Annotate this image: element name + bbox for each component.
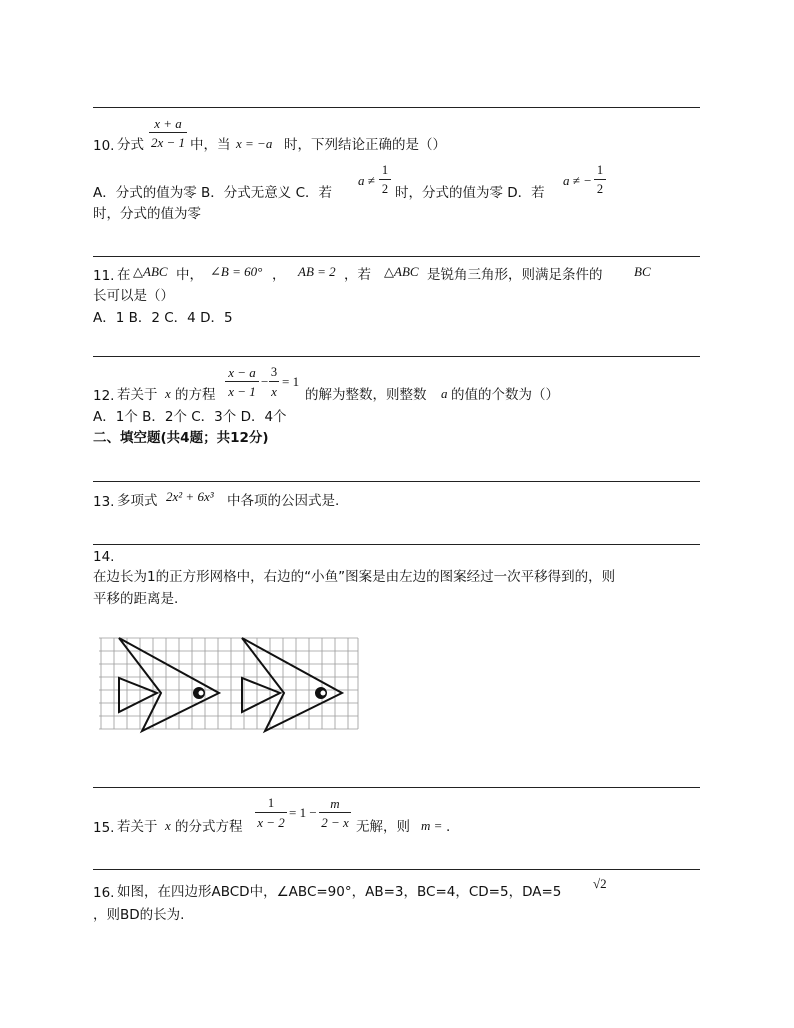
math-expression: √2 — [593, 876, 607, 891]
fish-left-eye — [194, 688, 205, 699]
answer-options: A．分式的值为零 B．分式无意义 C．若 — [93, 185, 333, 201]
question-text: 在 — [117, 267, 131, 283]
fraction — [225, 366, 259, 398]
fraction-numerator: x + a — [154, 116, 182, 131]
question-text: 的解为整数，则整数 — [305, 387, 427, 403]
fraction — [255, 797, 287, 829]
fish-right-eye — [316, 688, 327, 699]
fraction-denominator: x − 1 — [228, 384, 256, 399]
question-text: 中各项的公因式是. — [227, 493, 340, 509]
fraction-numerator: 1 — [381, 163, 389, 177]
fraction-denominator: 2 — [596, 181, 604, 196]
separator-rule — [93, 356, 700, 357]
separator-rule — [93, 481, 700, 482]
fraction — [594, 164, 606, 195]
separator-rule — [93, 107, 700, 108]
math-expression: x = −a — [236, 136, 273, 151]
fraction-denominator: x − 2 — [257, 814, 285, 830]
question-text: 中， — [176, 267, 203, 283]
question-text: 在边长为1的正方形网格中，右边的“小鱼”图案是由左边的图案经过一次平移得到的，则 — [93, 569, 616, 585]
question-number: 14. — [93, 549, 115, 565]
fraction — [149, 117, 187, 149]
math-operator: − — [261, 374, 269, 389]
question-text: 时，下列结论正确的是（） — [284, 137, 446, 153]
math-expression: △ABC — [384, 264, 419, 279]
question-text: 多项式 — [117, 493, 158, 509]
separator-rule — [93, 256, 700, 257]
answer-options: A．1 B．2 C．4 D．5 — [93, 310, 233, 326]
question-text: 若关于 — [117, 819, 158, 835]
question-text: . — [446, 819, 451, 835]
fraction-denominator: 2 — [381, 181, 389, 196]
question-text: 的值的个数为（） — [451, 387, 559, 403]
math-expression: = 1 − — [289, 805, 317, 820]
fraction-denominator: x — [271, 383, 277, 399]
question-text: ，则BD的长为. — [93, 907, 185, 923]
math-variable: x — [165, 386, 171, 401]
fraction-numerator: 1 — [596, 163, 604, 177]
math-expression: ∠B = 60° — [210, 264, 263, 279]
math-expression: △ABC — [133, 264, 168, 279]
separator-rule — [93, 787, 700, 788]
fraction-numerator: 3 — [270, 365, 278, 379]
question-text: 长可以是（） — [93, 288, 174, 304]
math-expression: = 1 — [282, 374, 300, 389]
fraction — [379, 164, 391, 195]
question-number: 10. — [93, 138, 115, 154]
question-number: 15. — [93, 820, 115, 836]
math-variable: x — [165, 818, 171, 833]
question-number: 11. — [93, 268, 115, 284]
math-expression: m = — [421, 818, 443, 833]
answer-options: 时，分式的值为零 — [93, 206, 201, 222]
question-number: 12. — [93, 388, 115, 404]
math-variable: a — [441, 386, 448, 401]
math-expression: BC — [634, 264, 651, 279]
question-text: 平移的距离是. — [93, 591, 179, 607]
math-expression: a ≠ — [358, 173, 375, 188]
question-number: 16. — [93, 885, 115, 901]
question-text: 如图，在四边形ABCD中，∠ABC=90°，AB=3，BC=4，CD=5，DA=5 — [117, 884, 562, 900]
fraction — [319, 797, 351, 829]
separator-rule — [93, 544, 700, 545]
question-text: 的分式方程 — [175, 819, 243, 835]
question-text: 中，当 — [190, 137, 231, 153]
question-text: ，若 — [344, 267, 371, 283]
math-expression: 2x² + 6x³ — [166, 489, 214, 504]
fish-left — [119, 638, 219, 731]
fraction-numerator: m — [330, 796, 340, 811]
separator-rule — [93, 869, 700, 870]
fish-grid-figure — [99, 635, 361, 735]
fraction-denominator: 2x − 1 — [150, 135, 186, 150]
math-expression: AB = 2 — [298, 264, 336, 279]
question-number: 13. — [93, 494, 115, 510]
fraction — [269, 366, 279, 398]
math-expression: a ≠ − — [563, 173, 592, 188]
fraction-numerator: x − a — [228, 365, 256, 380]
fraction-denominator: 2 − x — [321, 815, 349, 830]
question-text: 的方程 — [175, 387, 216, 403]
question-text: ， — [272, 267, 286, 283]
question-text: 是锐角三角形，则满足条件的 — [427, 267, 603, 283]
section-heading: 二、填空题(共4题；共12分) — [93, 430, 269, 446]
question-text: 无解，则 — [356, 819, 410, 835]
answer-options: A．1个 B．2个 C．3个 D．4个 — [93, 409, 287, 425]
fraction-numerator: 1 — [267, 796, 275, 810]
answer-options: 时，分式的值为零 D．若 — [395, 185, 545, 201]
question-text: 若关于 — [117, 387, 158, 403]
question-text: 分式 — [117, 137, 144, 153]
